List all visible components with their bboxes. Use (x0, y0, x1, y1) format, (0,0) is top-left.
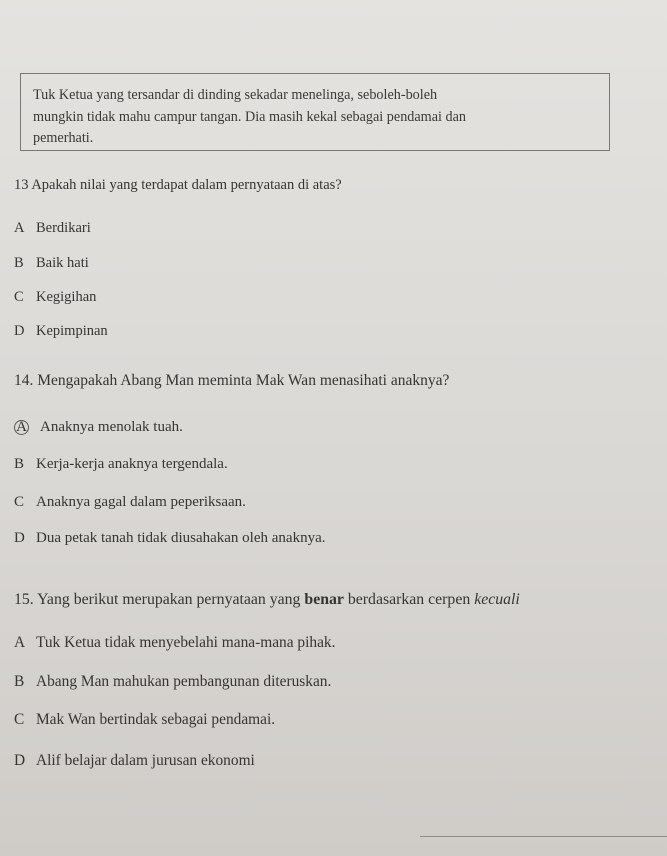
stem-emphasis-italic: kecuali (474, 591, 520, 608)
option-text: Mak Wan bertindak sebagai pendamai. (36, 711, 276, 728)
option-letter: B (14, 456, 25, 472)
option-letter: A (14, 220, 25, 236)
bottom-divider (420, 836, 667, 837)
option-letter: B (14, 673, 25, 690)
question-15-stem (14, 591, 520, 609)
question-15-option-d[interactable] (14, 752, 255, 770)
question-14-option-a[interactable] (14, 419, 183, 436)
option-text: Abang Man mahukan pembangunan diteruskan. (36, 673, 332, 690)
option-letter: C (14, 494, 25, 510)
question-13-option-a[interactable] (14, 220, 91, 237)
option-letter: C (14, 711, 25, 728)
option-letter: D (14, 752, 26, 769)
option-letter: D (14, 530, 25, 546)
option-letter: A (14, 634, 26, 651)
option-text: Kerja-kerja anaknya tergendala. (36, 456, 228, 472)
option-text: Baik hati (36, 255, 89, 271)
option-text: Berdikari (36, 220, 91, 236)
option-letter: D (14, 323, 25, 339)
option-text: Tuk Ketua tidak menyebelahi mana-mana pihak. (36, 634, 336, 651)
question-14-option-d[interactable] (14, 530, 325, 547)
option-letter-circled: A (14, 420, 29, 435)
passage-line: mungkin tidak mahu campur tangan. Dia masih kekal sebagai pendamai dan (33, 108, 466, 125)
option-text: Alif belajar dalam jurusan ekonomi (36, 752, 255, 769)
stem-text: 15. Yang berikut merupakan pernyataan yang (14, 591, 301, 608)
option-text: Anaknya gagal dalam peperiksaan. (36, 494, 246, 510)
option-text: Anaknya menolak tuah. (40, 419, 183, 435)
stem-text: berdasarkan cerpen (347, 591, 471, 608)
question-15-option-c[interactable] (14, 711, 275, 729)
option-text: Dua petak tanah tidak diusahakan oleh anaknya. (36, 530, 326, 546)
passage-line: Tuk Ketua yang tersandar di dinding sekadar menelinga, seboleh-boleh (33, 87, 438, 103)
question-15-option-a[interactable] (14, 634, 335, 652)
question-13-stem: 13 Apakah nilai yang terdapat dalam pernyataan di atas? (14, 177, 342, 193)
stem-emphasis-bold: benar (304, 591, 344, 608)
option-letter: C (14, 289, 24, 305)
passage-line: pemerhati. (33, 130, 94, 146)
question-13-option-c[interactable] (14, 289, 96, 306)
question-15-option-b[interactable] (14, 673, 331, 691)
option-letter: B (14, 255, 24, 271)
option-text: Kepimpinan (36, 323, 108, 339)
question-13-option-d[interactable] (14, 323, 108, 340)
question-14-stem: 14. Mengapakah Abang Man meminta Mak Wan menasihati anaknya? (14, 372, 450, 389)
question-14-option-b[interactable] (14, 456, 228, 473)
question-13-option-b[interactable] (14, 255, 89, 272)
option-text: Kegigihan (36, 289, 97, 305)
passage-box (20, 73, 610, 151)
question-14-option-c[interactable] (14, 494, 246, 511)
